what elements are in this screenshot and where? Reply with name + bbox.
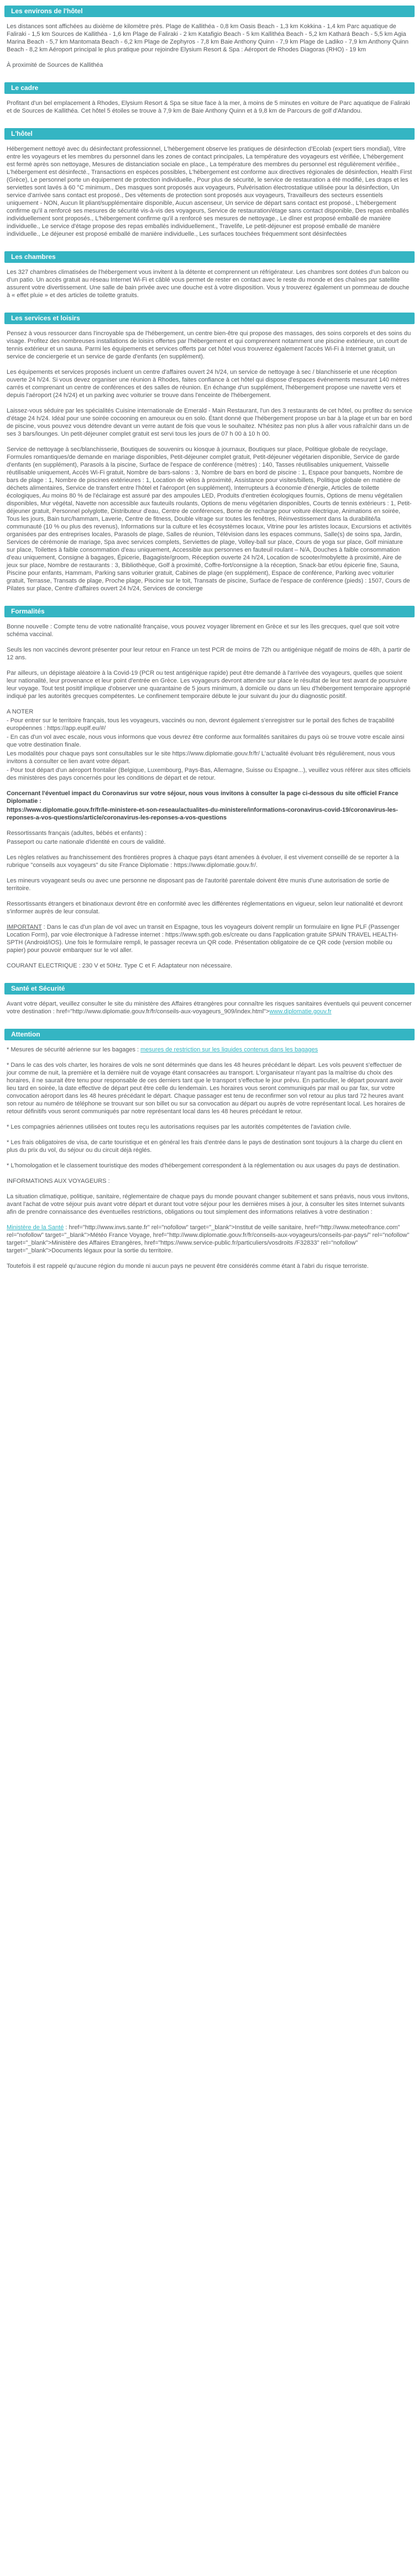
formalites-regles-frontieres: Les règles relatives au franchissement des frontières propres à chaque pays étant amenées à évoluer, il est vivement conseillé de se reporter à la rubrique "conseils aux voyageurs" du site France Diplomatie : https://www.diplomatie.gouv.fr/. (7, 854, 399, 869)
section-cadre (4, 82, 415, 115)
hotel-hygiene-text: Hébergement nettoyé avec du désinfectant professionnel, L'hébergement observe les pratiques de désinfection d'Ecolab (expert tiers mondial), Vitre entre les voyageurs et les membres du personnel dans les zones de contact principales, La température des voyageurs est vérifiée, L'hébergement est fermé après son nettoyage, Mesures de distanciation sociale en place., La température des membres du personnel est régulièrement vérifiée., L'hébergement est désinfecté., Transactions en espèces possibles, L'hébergement est conforme aux directives régionales de désinfection, Health First (Grèce), Le personnel porte un équipement de protection individuelle., Pour plus de sécurité, le service de restauration a été modifié, Les draps et les serviettes sont lavés à 60 °C minimum., Des masques sont proposés aux voyageurs, Pulvérisation électrostatique utilisée pour la désinfection, Un service d'arrivée sans contact est proposé., Des vêtements de protection sont proposés aux voyageurs, Travailleurs des secteurs essentiels uniquement - NON, Aucun lit pliant/supplémentaire disponible, Aucun ascenseur, Un service de départ sans contact est proposé., L'hébergement confirme qu'il a renforcé ses mesures de sécurité vis-à-vis des voyageurs, Service de restauration/étage sans contact disponible, Des repas emballés individuellement sont proposés., L'hébergement confirme qu'il a renforcé ses mesures de nettoyage., Le dîner est proposé emballé de manière individuelle., Le service d'étage propose des repas emballés individuellement., Travelife, Le petit-déjeuner est proposé emballé de manière individuelle., Le déjeuner est proposé emballé de manière individuelle., Les surfaces touchées fréquemment sont désinfectées (7, 146, 412, 237)
section-header-services: Les services et loisirs (4, 313, 415, 324)
services-equipements-text: Les équipements et services proposés incluent un centre d'affaires ouvert 24 h/24, un service de nettoyage à sec / blanchisserie et une réception ouverte 24 h/24. Si vous devez organiser une réunion à Rhodes, faites confiance à cet hôtel qui dispose d'espaces événements mesurant 140 mètres carrés et comprenant un centre de conférences et des salles de réunion. En échange d'un supplément, l'hébergement propose une navette vers et depuis l'aéroport (24 h/24) et un parking avec voiturier se trouve dans l'enceinte de l'hébergement. (7, 369, 410, 399)
attention-compagnies: * Les compagnies aériennes utilisées ont toutes reçu les autorisations requises par les autorités compétentes de l'aviation civile. (7, 1124, 352, 1130)
formalites-coronavirus-intro: Concernant l'éventuel impact du Coronavirus sur votre séjour, nous vous invitons à consulter la page ci-dessous du site officiel France Diplomatie : (7, 790, 399, 805)
services-spa-text: Pensez à vous ressourcer dans l'incroyable spa de l'hébergement, un centre bien-être qui propose des massages, des soins corporels et des soins du visage. Profitez des nombreuses installations de loisirs offertes par l'hébergement et qui comprennent notamment une piscine extérieure, un court de tennis extérieur et un sauna. Parmi les équipements et services offerts par cet hôtel vous trouverez également l'accès Wi-Fi à Internet gratuit, un service de conciergerie et un service de garde d'enfants (en supplément). (7, 330, 411, 360)
formalites-escale: - En cas d'un vol avec escale, nous vous informons que vous devrez être conforme aux formalités sanitaires du pays où se trouve votre escale ainsi que votre destination finale. (7, 734, 405, 748)
formalites-etrangers: Ressortissants étrangers et binationaux devront être en conformité avec les différentes réglementations en vigueur, selon leur nationalité et devront s'informer auprès de leur consulat. (7, 901, 403, 915)
formalites-mineurs: Les mineurs voyageant seuls ou avec une personne ne disposant pas de l'autorité parentale doivent être munis d'une autorisation de sortie de territoire. (7, 877, 390, 892)
section-header-formalites: Formalités (4, 606, 415, 617)
section-services (4, 313, 415, 593)
formalites-courant-electrique: COURANT ELECTRIQUE : 230 V et 50Hz. Type C et F. Adaptateur non nécessaire. (7, 962, 233, 969)
attention-liens-officiels (7, 1224, 412, 1255)
attention-bagages-line (7, 1046, 412, 1054)
section-environs (4, 6, 415, 69)
environs-proximity-text: À proximité de Sources de Kallithéa (7, 62, 103, 68)
section-hotel (4, 128, 415, 238)
section-header-sante: Santé et Sécurité (4, 983, 415, 995)
formalites-ressortissants-label: Ressortissants français (adultes, bébés et enfants) : (7, 830, 147, 837)
formalites-important (7, 923, 412, 954)
attention-situation: La situation climatique, politique, sanitaire, réglementaire de chaque pays du monde pouvant changer subitement et sans préavis, nous vous invitons, avant l'achat de votre séjour puis avant votre départ et durant tout votre séjour pour les dernières mises à jour, à consulter les sites Internet suivants afin de prendre connaissance des éventuelles restrictions, obligations ou tout simplement des informations relatives à votre destination : (7, 1193, 410, 1215)
formalites-passeport: Passeport ou carte nationale d'identité en cours de validité. (7, 839, 166, 845)
formalites-a-noter-label: A NOTER (7, 708, 34, 715)
section-chambres (4, 251, 415, 299)
section-formalites (4, 606, 415, 970)
section-header-hotel: L'hôtel (4, 128, 415, 140)
formalites-aeroport-frontalier: - Pour tout départ d'un aéroport frontalier (Belgique, Luxembourg, Pays-Bas, Allemagne, Suisse ou Espagne...), veuillez vous référer aux sites officiels des ministères des pays concernés pour les conditions de départ et de retour. (7, 767, 411, 781)
section-header-cadre: Le cadre (4, 82, 415, 94)
attention-informations-label: INFORMATIONS AUX VOYAGEURS : (7, 1178, 110, 1184)
section-sante (4, 983, 415, 1015)
section-header-chambres: Les chambres (4, 251, 415, 263)
ministere-sante-link[interactable]: Ministère de la Santé (7, 1224, 64, 1231)
attention-frais-visa: * Les frais obligatoires de visa, de carte touristique et en général les frais d'entrée dans le pays de destination sont toujours à la charge du client en plus du prix du vol, du séjour ou du circuit déjà réglés. (7, 1139, 402, 1154)
attention-risque-terroriste: Toutefois il est rappelé qu'aucune région du monde ni aucun pays ne peuvent être considérés comme étant à l'abri du risque terroriste. (7, 1263, 369, 1270)
environs-distances-text: Les distances sont affichées au dixième de kilomètre près. Plage de Kallithéa - 0,8 km Oasis Beach - 1,3 km Kokkina - 1,4 km Parc aquatique de Faliraki - 1,5 km Sources de Kallithéa - 1,6 km Plage de Faliraki - 2 km Katafigio Beach - 5 km Kallithéa Beach - 5,2 km Kathará Beach - 5,5 km Agia Marina Beach - 5,7 km Mantomata Beach - 6,2 km Plage de Zephyros - 7,8 km Baie Anthony Quinn - 7,9 km Plage de Ladiko - 7,9 km Anthony Quinn Beach - 8,2 km Aéroport principal le plus pratique pour rejoindre Elysium Resort & Spa : Aéroport de Rhodes Diagoras (RHO) - 19 km (7, 23, 408, 53)
formalites-tracabilite: - Pour entrer sur le territoire français, tous les voyageurs, vaccinés ou non, devront également s'enregistrer sur le portail des fiches de traçabilité européennes : https://app.euplf.eu/#/ (7, 717, 395, 732)
formalites-modalites: Les modalités pour chaque pays sont consultables sur le site https://www.diplomatie.gouv.fr/fr/ L'actualité évoluant très régulièrement, nous vous invitons à consulter ce lien avant votre départ. (7, 750, 395, 765)
sante-text-prefix: Avant votre départ, veuillez consulter le site du ministère des Affaires étrangères pour connaître les risques sanitaires éventuels qui peuvent concerner votre destination : href="http://www.diplomatie.gouv.fr/fr/conseils-aux-voyageurs_909/index.html"> (7, 1001, 412, 1015)
section-header-attention: Attention (4, 1029, 415, 1040)
attention-bagages-prefix: * Mesures de sécurité aérienne sur les bagages : (7, 1046, 141, 1053)
important-text: : Dans le cas d'un plan de vol avec un transit en Espagne, tous les voyageurs doivent remplir un formulaire en ligne PLF (Passenger Location Form), par voie électronique à l'adresse internet : https://www.spth.gob.es/create ou dans l'application gratuite SPAIN TRAVEL HEALTH-SPTH (Android/iOS). Une fois le formulaire rempli, le passager recevra un QR code. Présentation obligatoire de ce QR code (version mobile ou papier) pour pouvoir embarquer sur le vol aller. (7, 924, 400, 954)
formalites-coronavirus-url: https://www.diplomatie.gouv.fr/fr/le-ministere-et-son-reseau/actualites-du-ministere/informations-coronavirus-covid-19/coronavirus-les-reponses-a-vos-questions/article/coronavirus-les-reponses-a-vos-questions (7, 807, 398, 821)
attention-homologation: * L'homologation et le classement touristique des modes d'hébergement correspondent à la réglementation ou aux usages du pays de destination. (7, 1162, 400, 1169)
formalites-depistage: Par ailleurs, un dépistage aléatoire à la Covid-19 (PCR ou test antigénique rapide) peut être demandé à l'arrivée des voyageurs, quelles que soient leur nationalité, leur provenance et leur point d'entrée en Grèce. Les voyageurs devront attendre sur place le résultat de leur test avant de poursuivre leur voyage. Tout test positif implique d'observer une quarantaine de 5 jours minimum, à domicile ou dans un lieu d'hébergement temporaire approprié indiqué par les autorités grecques compétentes. Le confinement temporaire débute le jour suivant du jour du diagnostic positif. (7, 670, 411, 700)
attention-vols-charter: * Dans le cas des vols charter, les horaires de vols ne sont déterminés que dans les 48 heures précédant le départ. Les vols peuvent s'effectuer de jour comme de nuit, la première et la dernière nuit de voyage étant consacrées au transport. L'organisateur n'ayant pas la maîtrise du choix des horaires, il ne saurait être tenu pour responsable de ces derniers tant que le transport s'effectue le jour prévu. En particulier, le départ pouvant avoir lieu tard en soirée, la date effective de départ peut être celle du lendemain. Les horaires vous seront communiqués par mail ou par fax, sur votre convocation aéroport dans les 48 heures précédant le départ. Chaque passager est tenu de reconfirmer son vol retour au plus tard 72 heures avant son retour au numéro de téléphone se trouvant sur son billet ou sur sa convocation au départ ou auprès de votre représentant local. Les horaires de retour définitifs vous seront communiqués par notre représentant local dans les 48 heures précédant le retour. (7, 1062, 405, 1115)
chambres-text: Les 327 chambres climatisées de l'hébergement vous invitent à la détente et comprennent un réfrigérateur. Les chambres sont dotées d'un balcon ou d'un patio. Un accès gratuit au réseau Internet Wi-Fi et câblé vous permet de rester en contact avec le reste du monde et des chaînes par satellite assurent votre divertissement. Une salle de bain privée avec une douche est à votre disposition. Vous y trouverez également un pommeau de douche à « effet pluie » et des articles de toilette gratuits. (7, 269, 410, 299)
cadre-text: Profitant d'un bel emplacement à Rhodes, Elysium Resort & Spa se situe face à la mer, à moins de 5 minutes en voiture de Parc aquatique de Faliraki et de Sources de Kallithéa. Cet hôtel 5 étoiles se trouve à 7,9 km de Baie Anthony Quinn et à 9,8 km de Parcours de golf d'Afandou. (7, 100, 410, 114)
services-amenities-list: Service de nettoyage à sec/blanchisserie, Boutiques de souvenirs ou kiosque à journaux, Boutiques sur place, Politique globale de recyclage, Formules romantiques/de demande en mariage disponibles, Petit-déjeuner complet gratuit, Petit-déjeuner végétarien disponible, Service de garde d'enfants (en supplément), Parasols à la piscine, Surface de l'espace de conférence (mètres) : 140, Tasses réutilisables uniquement, Vaisselle réutilisable uniquement, Accès Wi-Fi gratuit, Nombre de bars-salons : 3, Nombre de bars en bord de piscine : 1, Espace pour banquets, Nombre de bars de plage : 1, Nombre de piscines extérieures : 1, Location de vélos à proximité, Assistance pour visites/billets, Politique globale en matière de déchets alimentaires, Service de transfert entre l'hôtel et l'aéroport (en supplément), Interrupteurs à économie d'énergie, Articles de toilette écologiques, Au moins 80 % de l'éclairage est assuré par des ampoules LED, Produits d'entretien écologiques fournis, Options de menu végétalien disponibles, Mur végétal, Navette non accessible aux fauteuils roulants, Options de menu végétarien disponibles, Courts de tennis extérieurs : 1, Petit-déjeuner gratuit, Personnel polyglotte, Distributeur d'eau, Centre de conférences, Borne de recharge pour voiture électrique, Animations en soirée, Tous les jours, Bain turc/hammam, Laverie, Centre de fitness, Double vitrage sur toutes les fenêtres, Réinvestissement dans la durabilité/la communauté (10 % ou plus des revenus), Informations sur la culture et les écosystèmes locaux, Vitrine pour les artistes locaux, Excursions et activités organisées par des entreprises locales, Parasols de plage, Salles de réunion, Télévision dans les espaces communs, Salle(s) de soins spa, Jardin, Services de cérémonie de mariage, Spa avec services complets, Serviettes de plage, Volley-ball sur place, Cours de yoga sur place, Golf miniature sur place, Toilettes à faible consommation d'eau uniquement, Accessible aux personnes en fauteuil roulant – N/A, Douches à faible consommation d'eau uniquement, Consigne à bagages, Épicerie, Bagagiste/groom, Réception ouverte 24 h/24, Location de scooter/mobylette à proximité, Aire de jeux sur place, Nombre de restaurants : 3, Bibliothèque, Golf à proximité, Coffre-fort/consigne à la réception, Snack-bar et/ou épicerie fine, Sauna, Piscine pour enfants, Hammam, Parking sans voiturier gratuit, Cabines de plage (en supplément), Espace de conférence, Parking avec voiturier gratuit, Terrasse, Transats de plage, Proche plage, Piscine sur le toit, Transats de piscine, Surface de l'espace de conférence (pieds) : 1507, Cours de Pilates sur place, Centre d'affaires ouvert 24 h/24, Services de concierge (7, 446, 412, 592)
services-restaurants-text: Laissez-vous séduire par les spécialités Cuisine internationale de Emerald - Main Restaurant, l'un des 3 restaurants de cet hôtel, ou profitez du service d'étage 24 h/24. Idéal pour une soirée cocooning en amoureux ou en solo. Étant donné que l'hébergement propose un bar à la plage et un bar en bord de piscine, vous pouvez vous détendre devant un verre autant de fois que vous le souhaitez. N'hésitez pas non plus à aller vous rafraîchir dans un de ses 3 bars/lounges. Un petit-déjeuner complet gratuit est servi tous les jours de 07 h 00 à 10 h 00. (7, 408, 412, 437)
important-label: IMPORTANT (7, 924, 42, 930)
section-header-environs: Les environs de l'hôtel (4, 6, 415, 17)
section-attention (4, 1029, 415, 1270)
liquides-restrictions-link[interactable]: mesures de restriction sur les liquides contenus dans les bagages (140, 1046, 318, 1053)
attention-liens-rest: : href="http://www.invs.sante.fr" rel="nofollow" target="_blank">Institut de veille sanitaire, href="http://www.meteofrance.com" rel="nofollow" target="_blank">Météo France Voyage, href="http://www.diplomatie.gouv.fr/fr/conseils-aux-voyageurs/conseils-par-pays/" rel="nofollow" target="_blank">Ministère des Affaires Etrangères, href="https://www.service-public.fr/particuliers/vosdroits /F32833" rel="nofollow" target="_blank">Documents légaux pour la sortie du territoire. (7, 1224, 410, 1254)
sante-text (7, 1000, 412, 1015)
formalites-test-retour: Seuls les non vaccinés devront présenter pour leur retour en France un test PCR de moins de 72h ou antigénique négatif de moins de 48h, à partir de 12 ans. (7, 647, 411, 661)
formalites-bonne-nouvelle: Bonne nouvelle : Compte tenu de votre nationalité française, vous pouvez voyager librement en Grèce et sur les îles grecques, quel que soit votre schéma vaccinal. (7, 623, 400, 638)
diplomatie-link[interactable]: www.diplomatie.gouv.fr (269, 1008, 332, 1015)
